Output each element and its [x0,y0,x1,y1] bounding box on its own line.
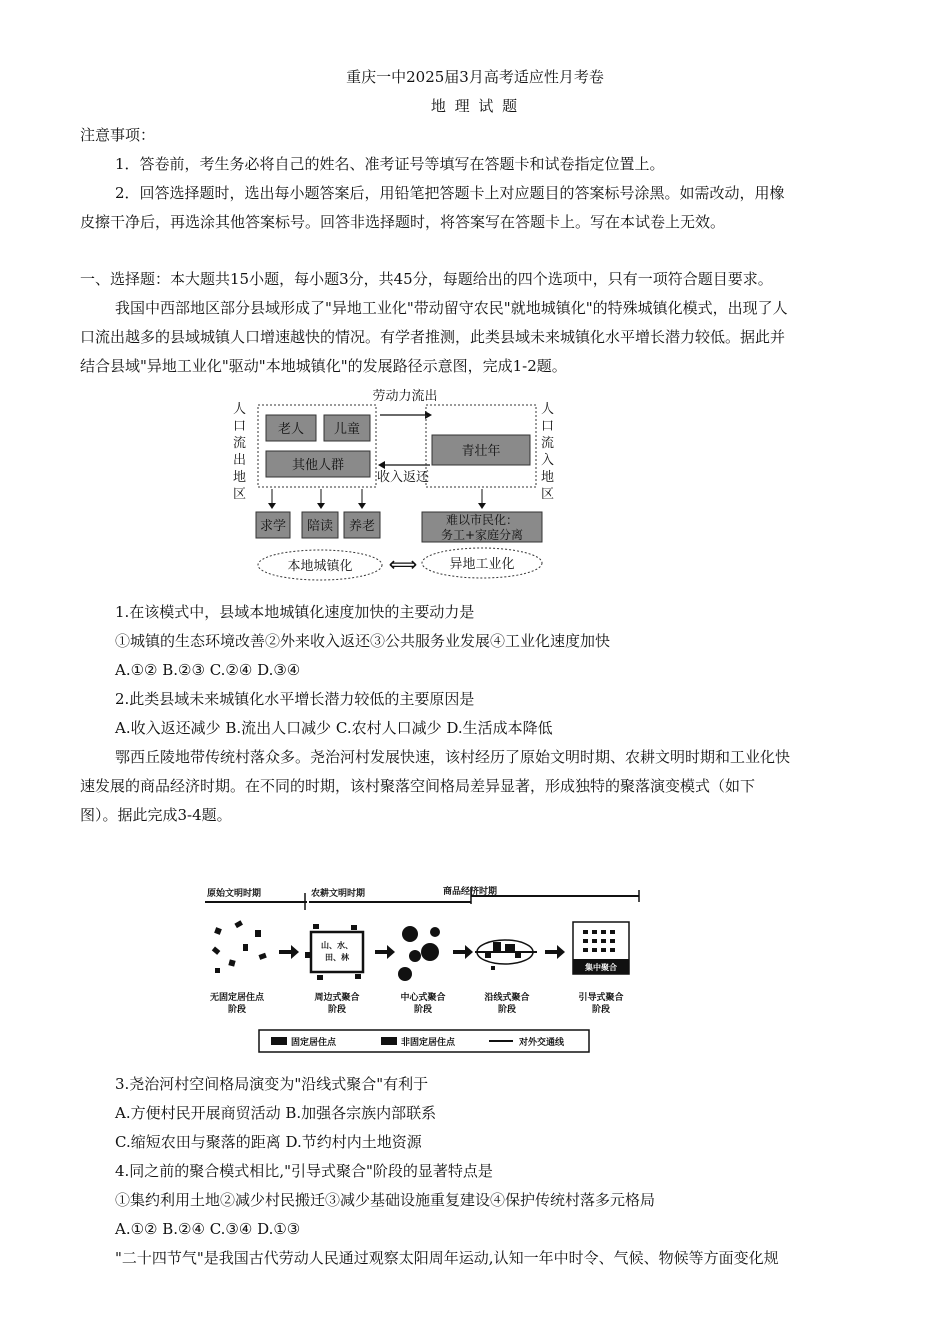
q3-stem: 3.尧治河村空间格局演变为"沿线式聚合"有利于 [115,1075,429,1093]
stage3-clusters [398,926,440,981]
period-farming: 农耕文明时期 [311,889,366,899]
stage4-label: 沿线式聚合 [484,993,530,1003]
subject-title: 地 理 试 题 [430,97,520,115]
svg-text:流: 流 [233,436,247,451]
stage4-suffix: 阶段 [497,1005,517,1015]
period-commodity: 商品经济时期 [443,887,498,897]
intro3-line1: "二十四节气"是我国古代劳动人民通过观察太阳周年运动,认知一年中时令、气候、物候等方面变化规 [115,1249,779,1267]
legend-fixed-label: 固定居住点 [291,1038,337,1048]
figure-urbanization-path [230,385,570,585]
q3-options-1: A.方便村民开展商贸活动 B.加强各宗族内部联系 [115,1104,437,1122]
intro2-line1: 鄂西丘陵地带传统村落众多。尧治河村发展快速，该村经历了原始文明时期、农耕文明时期和工业化快 [115,748,791,766]
exam-title: 重庆一中2025届3月高考适应性月考卷 [346,68,604,86]
elderly-label: 老人 [277,422,305,437]
q4-stem: 4.同之前的聚合模式相比,"引导式聚合"阶段的显著特点是 [115,1162,493,1180]
legend-road-label: 对外交通线 [519,1038,565,1048]
intro2-line2: 速发展的商品经济时期。在不同的时期，该村聚落空间格局差异显著，形成独特的聚落演变模式（如下 [80,777,756,795]
intro1-line3: 结合县域"异地工业化"驱动"本地城镇化"的发展路径示意图，完成1-2题。 [80,357,567,375]
stage2-inner-line2: 田、林 [325,953,349,962]
left-region-label [233,402,246,502]
svg-text:人: 人 [233,402,247,417]
svg-text:出: 出 [233,453,247,468]
stage2-suffix: 阶段 [327,1005,347,1015]
stage-arrow-4 [545,945,565,959]
svg-text:流: 流 [541,436,555,451]
stage-arrow-1 [279,945,299,959]
q1-stem: 1.在该模式中，县域本地城镇化速度加快的主要动力是 [115,603,475,621]
svg-text:口: 口 [541,419,555,434]
stage4-houses [485,942,521,970]
income-return-arrowhead [378,461,385,469]
svg-text:地: 地 [233,470,247,485]
study-label: 求学 [259,519,287,534]
swap-arrow: ⟺ [388,552,418,576]
income-return-label: 收入返还 [376,470,430,485]
legend-fixed-swatch [271,1037,287,1045]
svg-text:区: 区 [233,487,247,502]
intro1-line1: 我国中西部地区部分县域形成了"异地工业化"带动留守农民"就地城镇化"的特殊城镇化模式，出现了人 [115,299,788,317]
q4-items: ①集约利用土地②减少村民搬迁③减少基础设施重复建设④保护传统村落多元格局 [115,1191,656,1209]
stage2-inner-line1: 山、水、 [321,941,353,950]
arrowhead-study [268,503,276,509]
svg-text:人: 人 [541,402,555,417]
hard-citizen-line2: 务工+家庭分离 [440,528,524,542]
local-urbanization-label: 本地城镇化 [287,559,353,574]
q2-options: A.收入返还减少 B.流出人口减少 C.农村人口减少 D.生活成本降低 [115,719,553,737]
period-primitive: 原始文明时期 [207,889,262,899]
stage-arrow-3 [453,945,473,959]
right-region-label [541,402,554,502]
stage1-suffix: 阶段 [227,1005,247,1015]
svg-text:地: 地 [541,470,555,485]
arrowhead-retire [358,503,366,509]
legend-nonfixed-label: 非固定居住点 [401,1038,456,1048]
stage2-frame [311,932,363,972]
stage5-suffix: 阶段 [591,1005,611,1015]
q3-options-2: C.缩短农田与聚落的距离 D.节约村内土地资源 [115,1133,422,1151]
q1-options: A.①② B.②③ C.②④ D.③④ [115,661,301,679]
notice-item-1: 1．答卷前，考生务必将自己的姓名、准考证号等填写在答题卡和试卷指定位置上。 [115,155,665,173]
q1-items: ①城镇的生态环境改善②外来收入返还③公共服务业发展④工业化速度加快 [115,632,611,650]
legend-nonfixed-swatch [381,1037,397,1045]
stage3-label: 中心式聚合 [400,993,446,1003]
svg-text:入: 入 [541,453,555,468]
stage5-concentrated-label: 集中聚合 [585,963,617,972]
hard-citizen-line1: 难以市民化： [445,513,519,527]
stage5-label: 引导式聚合 [578,993,624,1003]
stage-arrow-2 [375,945,395,959]
notice-heading: 注意事项： [80,126,156,144]
children-label: 儿童 [333,422,361,437]
remote-industry-label: 异地工业化 [449,557,515,572]
others-label: 其他人群 [291,458,345,473]
notice-item-2: 2．回答选择题时，选出每小题答案后，用铅笔把答题卡上对应题目的答案标号涂黑。如需改动，用橡 [115,184,785,202]
q4-options: A.①② B.②④ C.③④ D.①③ [115,1220,301,1238]
intro2-line3: 图）。据此完成3-4题。 [80,806,232,824]
stage2-label: 周边式聚合 [314,993,360,1003]
arrowhead-hard [478,503,486,509]
intro1-line2: 口流出越多的县域城镇人口增速越快的情况。有学者推测，此类县域未来城镇化水平增长潜力较低。据此并 [80,328,786,346]
retire-label: 养老 [348,519,376,534]
labor-flow-label: 劳动力流出 [372,389,438,404]
q2-stem: 2.此类县域未来城镇化水平增长潜力较低的主要原因是 [115,690,475,708]
stage3-suffix: 阶段 [413,1005,433,1015]
arrowhead-accompany [317,503,325,509]
stage1-scattered-dots [212,920,267,973]
youth-label: 青壮年 [461,444,501,459]
accompany-label: 陪读 [306,519,334,534]
svg-text:口: 口 [233,419,247,434]
svg-text:区: 区 [541,487,555,502]
stage1-label: 无固定居住点 [209,993,265,1003]
figure-settlement-evolution [195,880,655,1060]
section-heading: 一、选择题：本大题共15小题，每小题3分，共45分，每题给出的四个选项中，只有一项符合题目要求。 [80,270,773,288]
notice-item-2-cont: 皮擦干净后，再选涂其他答案标号。回答非选择题时，将答案写在答题卡上。写在本试卷上无效。 [80,213,726,231]
